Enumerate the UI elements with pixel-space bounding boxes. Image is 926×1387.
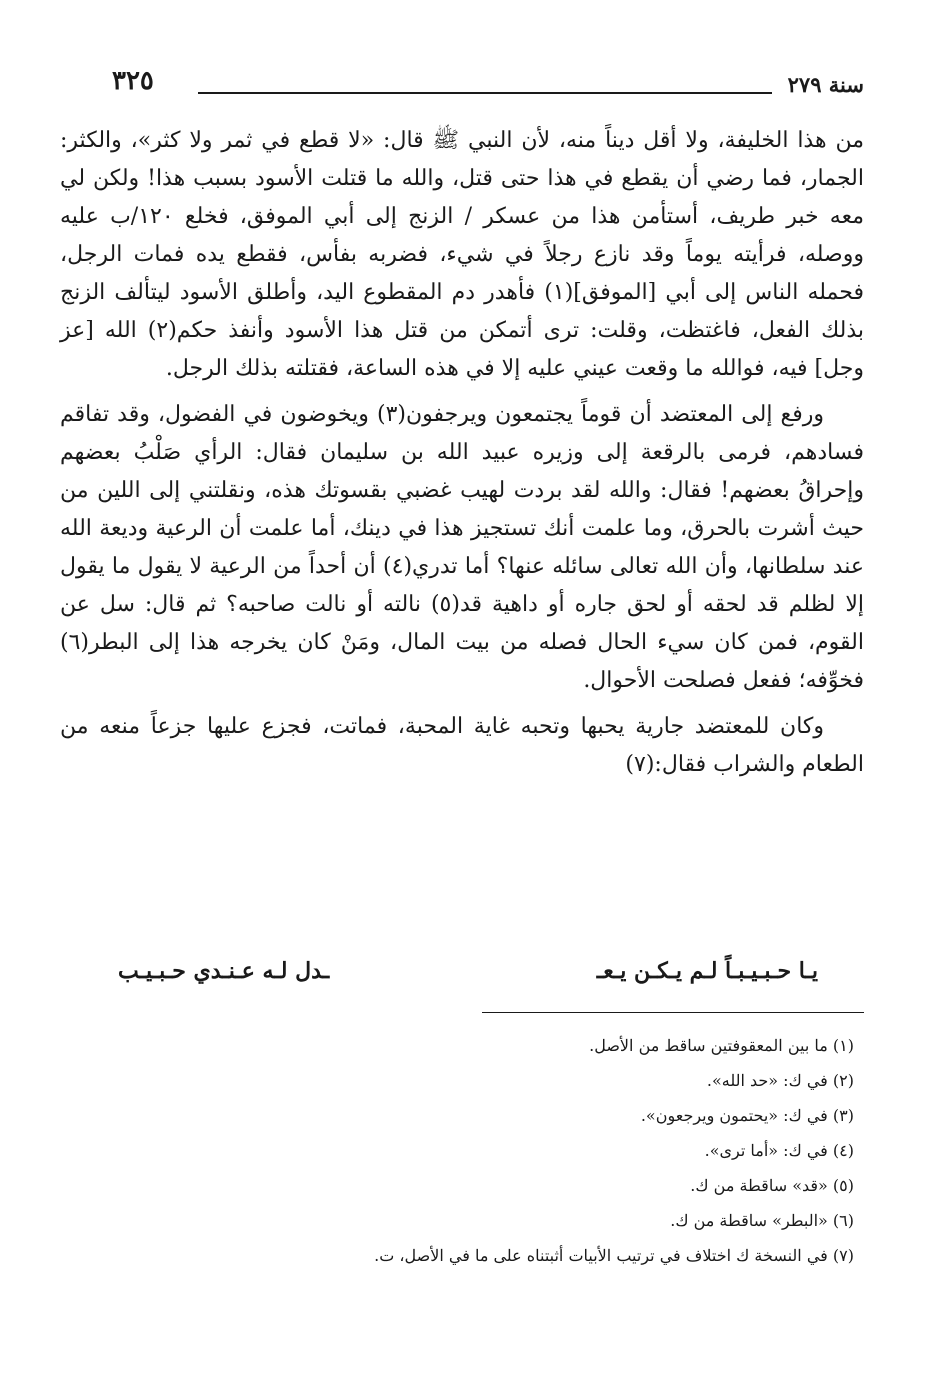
footnote-7: (٧) في النسخة ك اختلاف في ترتيب الأبيات أثبتناه على ما في الأصل، ت. [374,1246,854,1265]
footnote-4: (٤) في ك: «أما ترى». [704,1141,854,1160]
main-text [60,122,864,792]
header-rule [198,92,772,94]
footnote-1: (١) ما بين المعقوفتين ساقط من الأصل. [589,1036,854,1055]
paragraph-2: ورفع إلى المعتضد أن قوماً يجتمعون ويرجفون(٣) ويخوضون في الفضول، وقد تفاقم فسادهم، فرمى بالرقعة إلى وزيره عبيد الله بن سليمان فقال: الرأي صَلْبُ بعضهم وإحراقُ بعضهم! فقال: والله لقد بردت لهيب غضبي بقسوتك هذه، ونقلتني إلى اللين من حيث أشرت بالحرق، وما علمت أنك تستجيز هذا في دينك، أما علمت أن الرعية وديعة الله عند سلطانها، وأن الله تعالى سائله عنها؟ أما تدري(٤) أن أحداً من الرعية لا يقول ما يقول إلا لظلم قد لحقه أو لحق جاره أو داهية قد(٥) نالته أو نالت صاحبه؟ ثم قال: سل عن القوم، فمن كان سيء الحال فصله من بيت المال، ومَنْ كان يخرجه هذا إلى البطر(٦) فخوِّفه؛ ففعل فصلحت الأحوال. [60,402,864,693]
verse-second-hemistich: ـدل لـه عـنـدي حـبـيـب [118,958,330,984]
verse-first-hemistich: يـا حـبـيـبـاً لـم يـكـن يـعـ [596,958,818,984]
poem-verse [118,958,818,998]
page-number: ٣٢٥ [112,66,154,96]
header-year: سنة ٢٧٩ [787,72,864,97]
footnotes [254,1028,854,1273]
footnote-2: (٢) في ك: «حد الله». [706,1071,854,1090]
footnote-3: (٣) في ك: «يحتمون ويرجعون». [640,1106,854,1125]
running-header [112,66,864,102]
footnote-separator [482,1012,864,1013]
footnote-6: (٦) «البطر» ساقطة من ك. [670,1211,854,1230]
footnote-5: (٥) «قد» ساقطة من ك. [690,1176,854,1195]
paragraph-3: وكان للمعتضد جارية يحبها وتحبه غاية المحبة، فماتت، فجزع عليها جزعاً منعه من الطعام والشراب فقال:(٧) [60,714,864,777]
paragraph-1: من هذا الخليفة، ولا أقل ديناً منه، لأن النبي ﷺ قال: «لا قطع في ثمر ولا كثر»، والكثر: الجمار، فما رضي أن يقطع في هذا حتى قتل، والله ما قتلت الأسود بسبب هذا! ولكن لي معه خبر طريف، أستأمن هذا من عسكر / الزنج إلى أبي الموفق، فخلع ١٢٠/ب عليه ووصله، فرأيته يوماً وقد نازع رجلاً في شيء، فضربه بفأس، فقطع يده فمات الرجل، فحمله الناس إلى أبي [الموفق](١) فأهدر دم المقطوع اليد، وأطلق الأسود ليتألف الزنج بذلك الفعل، فاغتظت، وقلت: ترى أتمكن من قتل هذا الأسود وأنفذ حكم(٢) الله [عز وجل] فيه، فوالله ما وقعت عيني عليه إلا في هذه الساعة، فقتلته بذلك الرجل. [60,128,865,381]
